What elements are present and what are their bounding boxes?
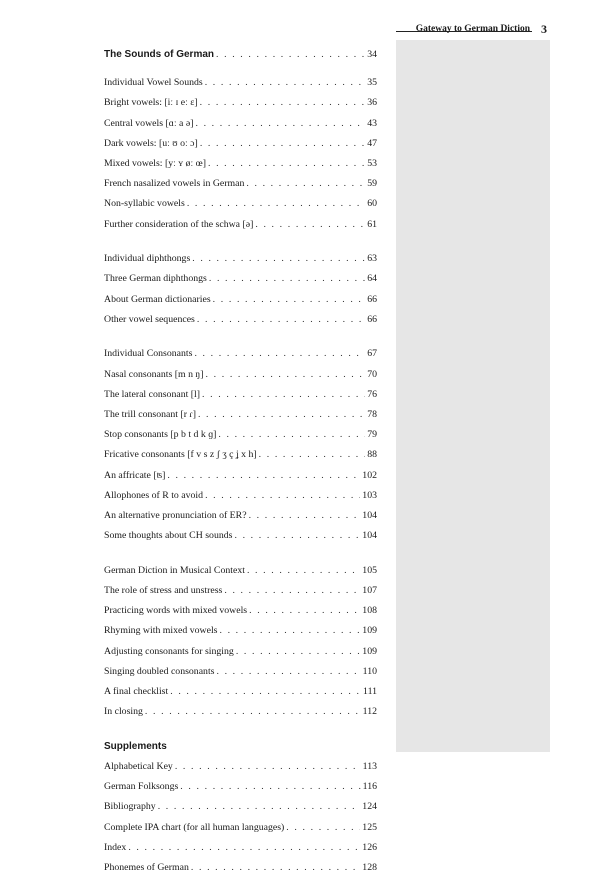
toc-spacer bbox=[0, 546, 396, 561]
toc-page-number: 104 bbox=[362, 530, 377, 542]
dot-leader bbox=[208, 154, 365, 174]
toc-entry[interactable] bbox=[104, 73, 377, 93]
toc-section-row[interactable] bbox=[0, 777, 396, 797]
toc-section-row[interactable] bbox=[0, 757, 396, 777]
dot-leader bbox=[197, 310, 365, 330]
toc-title: The Sounds of German bbox=[104, 49, 215, 60]
toc-entry[interactable] bbox=[104, 174, 377, 194]
toc-title: Practicing words with mixed vowels bbox=[104, 605, 248, 617]
toc-title: Fricative consonants [f v s z ʃ ʒ ç ʝ x h] bbox=[104, 449, 257, 461]
dot-leader bbox=[195, 114, 365, 134]
dot-leader bbox=[145, 702, 361, 722]
dot-leader bbox=[170, 682, 361, 702]
toc-page-number: 64 bbox=[367, 273, 377, 285]
dot-leader bbox=[209, 269, 365, 289]
toc-entry[interactable] bbox=[104, 858, 377, 878]
dot-leader bbox=[224, 581, 360, 601]
toc-spacer bbox=[0, 722, 396, 737]
dot-leader bbox=[200, 134, 365, 154]
toc-page-number: 79 bbox=[367, 429, 377, 441]
toc-page-number: 109 bbox=[362, 625, 377, 637]
toc-section-row[interactable] bbox=[0, 526, 396, 546]
toc-section-row[interactable] bbox=[0, 662, 396, 682]
toc-section-row[interactable] bbox=[0, 269, 396, 289]
toc-title: Non-syllabic vowels bbox=[104, 198, 185, 210]
toc-title: Individual diphthongs bbox=[104, 253, 191, 265]
dot-leader bbox=[259, 445, 366, 465]
dot-leader bbox=[249, 506, 361, 526]
toc-entry[interactable] bbox=[104, 662, 377, 682]
toc-section-row[interactable] bbox=[0, 858, 396, 878]
toc-section-row[interactable] bbox=[0, 838, 396, 858]
toc-section-row[interactable] bbox=[0, 93, 396, 113]
toc-title: German Diction in Musical Context bbox=[104, 564, 245, 576]
toc-spacer bbox=[0, 65, 396, 73]
toc-entry[interactable] bbox=[104, 757, 377, 777]
toc-title: The lateral consonant [l] bbox=[104, 388, 201, 400]
toc-entry[interactable] bbox=[104, 797, 377, 817]
dot-leader bbox=[200, 93, 366, 113]
toc-section-row[interactable] bbox=[0, 506, 396, 526]
toc-page-number: 126 bbox=[362, 841, 377, 853]
toc-page-number: 76 bbox=[367, 388, 377, 400]
toc-section-row[interactable] bbox=[0, 818, 396, 838]
dot-leader bbox=[198, 405, 365, 425]
table-of-contents bbox=[0, 45, 396, 878]
toc-title: The trill consonant [r ɾ] bbox=[104, 409, 196, 420]
toc-page-number: 105 bbox=[362, 564, 377, 576]
toc-title: Some thoughts about CH sounds bbox=[104, 530, 233, 542]
toc-section-row[interactable] bbox=[0, 466, 396, 486]
toc-entry[interactable] bbox=[104, 682, 377, 702]
toc-title: Adjusting consonants for singing bbox=[104, 645, 234, 657]
toc-entry[interactable] bbox=[104, 702, 377, 722]
toc-page-number: 60 bbox=[367, 198, 377, 210]
toc-section-row[interactable] bbox=[0, 682, 396, 702]
toc-page-number: 63 bbox=[367, 253, 377, 265]
toc-section-row[interactable] bbox=[0, 642, 396, 662]
toc-section-row[interactable] bbox=[0, 425, 396, 445]
toc-entry[interactable] bbox=[104, 385, 377, 405]
toc-title: The role of stress and unstress bbox=[104, 585, 223, 596]
toc-page-number: 59 bbox=[367, 178, 377, 190]
toc-entry[interactable] bbox=[104, 269, 377, 289]
toc-title: Supplements bbox=[104, 740, 167, 752]
toc-title: Bibliography bbox=[104, 801, 156, 813]
dot-leader bbox=[246, 174, 365, 194]
dot-leader bbox=[236, 642, 360, 662]
toc-title: An alternative pronunciation of ER? bbox=[104, 509, 247, 521]
toc-page-number: 53 bbox=[367, 157, 377, 169]
toc-page-number: 102 bbox=[362, 469, 377, 481]
dot-leader bbox=[194, 344, 365, 364]
toc-entry[interactable] bbox=[104, 365, 377, 385]
toc-section-row[interactable] bbox=[0, 601, 396, 621]
toc-title: Bright vowels: [iː ɪ eː ɛ] bbox=[104, 97, 198, 109]
dot-leader bbox=[216, 45, 365, 65]
toc-title: Central vowels [ɑː a ə] bbox=[104, 117, 194, 129]
toc-entry[interactable] bbox=[104, 642, 377, 662]
toc-title: Individual Vowel Sounds bbox=[104, 77, 203, 89]
toc-title: An affricate [ʦ] bbox=[104, 469, 166, 481]
toc-page-number: 47 bbox=[367, 137, 377, 149]
toc-title: Alphabetical Key bbox=[104, 761, 173, 772]
toc-entry[interactable] bbox=[104, 506, 377, 526]
toc-entry[interactable] bbox=[104, 621, 377, 641]
toc-chapter-row[interactable] bbox=[0, 561, 396, 581]
toc-page-number: 108 bbox=[362, 605, 377, 617]
toc-page-number: 116 bbox=[362, 781, 377, 793]
toc-entry[interactable] bbox=[104, 154, 377, 174]
toc-entry[interactable] bbox=[104, 344, 377, 364]
toc-entry[interactable] bbox=[104, 45, 377, 65]
toc-section-row[interactable] bbox=[0, 581, 396, 601]
dot-leader bbox=[187, 194, 365, 214]
toc-page-number: 109 bbox=[362, 645, 377, 657]
toc-entry[interactable] bbox=[104, 249, 377, 269]
dot-leader bbox=[192, 249, 365, 269]
toc-page-number: 88 bbox=[367, 449, 377, 461]
dot-leader bbox=[175, 757, 361, 777]
toc-title: A final checklist bbox=[104, 685, 169, 697]
toc-page-number: 34 bbox=[367, 49, 377, 60]
toc-page-number: 43 bbox=[367, 117, 377, 129]
page-number: 3 bbox=[541, 22, 547, 36]
toc-section-row[interactable] bbox=[0, 486, 396, 506]
toc-title: Mixed vowels: [yː ʏ øː œ] bbox=[104, 157, 206, 169]
toc-page-number: 128 bbox=[362, 861, 377, 873]
toc-section-row[interactable] bbox=[0, 174, 396, 194]
toc-entry[interactable] bbox=[104, 425, 377, 445]
toc-section-row[interactable] bbox=[0, 365, 396, 385]
toc-entry[interactable] bbox=[104, 526, 377, 546]
toc-title: Rhyming with mixed vowels bbox=[104, 625, 218, 637]
toc-page-number: 124 bbox=[362, 801, 377, 813]
toc-entry[interactable] bbox=[104, 215, 377, 235]
toc-section-row[interactable] bbox=[0, 385, 396, 405]
toc-title: German Folksongs bbox=[104, 781, 179, 793]
dot-leader bbox=[249, 601, 360, 621]
toc-page-number: 35 bbox=[367, 77, 377, 89]
toc-spacer bbox=[0, 235, 396, 250]
toc-entry[interactable] bbox=[104, 581, 377, 601]
toc-page-number: 113 bbox=[362, 761, 377, 772]
toc-page-number: 66 bbox=[367, 313, 377, 325]
toc-page-number: 104 bbox=[362, 509, 377, 521]
dot-leader bbox=[255, 215, 365, 235]
toc-page-number: 111 bbox=[363, 685, 377, 697]
toc-entry[interactable] bbox=[104, 445, 377, 465]
dot-leader bbox=[128, 838, 360, 858]
toc-section-row[interactable] bbox=[0, 621, 396, 641]
toc-chapter-row[interactable] bbox=[0, 249, 396, 269]
dot-leader bbox=[191, 858, 360, 878]
toc-title: Singing doubled consonants bbox=[104, 665, 215, 677]
dot-leader bbox=[213, 290, 366, 310]
toc-entry[interactable] bbox=[104, 134, 377, 154]
toc-page-number: 125 bbox=[362, 821, 377, 833]
toc-section-row[interactable] bbox=[0, 797, 396, 817]
dot-leader bbox=[202, 385, 365, 405]
toc-page-number: 112 bbox=[362, 706, 377, 718]
toc-page-number: 67 bbox=[367, 348, 377, 360]
dot-leader bbox=[206, 365, 366, 385]
toc-entry[interactable] bbox=[104, 93, 377, 113]
dot-leader bbox=[218, 425, 365, 445]
toc-title: Allophones of R to avoid bbox=[104, 489, 204, 501]
toc-entry[interactable] bbox=[104, 838, 377, 858]
toc-entry[interactable] bbox=[104, 777, 377, 797]
toc-section-row[interactable] bbox=[0, 114, 396, 134]
toc-title: Further consideration of the schwa [ə] bbox=[104, 218, 254, 230]
dot-leader bbox=[219, 621, 360, 641]
toc-title: Complete IPA chart (for all human languages) bbox=[104, 821, 285, 833]
dot-leader bbox=[180, 777, 360, 797]
toc-title: Stop consonants [p b t d k ɡ] bbox=[104, 429, 217, 441]
running-header-title: Gateway to German Diction bbox=[415, 24, 530, 34]
toc-page-number: 66 bbox=[367, 293, 377, 305]
dot-leader bbox=[286, 818, 360, 838]
toc-chapter-row[interactable] bbox=[0, 344, 396, 364]
toc-section-row[interactable] bbox=[0, 194, 396, 214]
toc-page-number: 110 bbox=[362, 665, 377, 677]
toc-page-number: 36 bbox=[367, 97, 377, 109]
toc-entry[interactable] bbox=[104, 310, 377, 330]
toc-part-row[interactable] bbox=[0, 45, 396, 65]
toc-entry[interactable] bbox=[104, 486, 377, 506]
toc-section-row[interactable] bbox=[0, 215, 396, 235]
toc-entry[interactable] bbox=[104, 466, 377, 486]
toc-entry[interactable] bbox=[104, 405, 377, 425]
toc-section-row[interactable] bbox=[0, 702, 396, 722]
toc-page-number: 78 bbox=[367, 409, 377, 420]
toc-title: Other vowel sequences bbox=[104, 313, 195, 325]
sidebar-panel bbox=[396, 40, 550, 752]
dot-leader bbox=[205, 486, 360, 506]
dot-leader bbox=[216, 662, 360, 682]
toc-page-number: 107 bbox=[362, 585, 377, 596]
toc-entry[interactable] bbox=[104, 194, 377, 214]
toc-page-number: 70 bbox=[367, 368, 377, 380]
toc-title: Index bbox=[104, 841, 127, 853]
dot-leader bbox=[234, 526, 360, 546]
dot-leader bbox=[158, 797, 361, 817]
toc-part-row[interactable] bbox=[0, 737, 396, 757]
toc-entry[interactable] bbox=[104, 737, 377, 757]
toc-page-number: 103 bbox=[362, 489, 377, 501]
toc-title: Phonemes of German bbox=[104, 861, 189, 873]
toc-page-number: 61 bbox=[367, 218, 377, 230]
toc-spacer bbox=[0, 330, 396, 345]
toc-title: About German dictionaries bbox=[104, 293, 211, 305]
toc-section-row[interactable] bbox=[0, 405, 396, 425]
dot-leader bbox=[205, 73, 366, 93]
toc-chapter-row[interactable] bbox=[0, 73, 396, 93]
toc-title: Nasal consonants [m n ŋ] bbox=[104, 368, 204, 380]
toc-entry[interactable] bbox=[104, 290, 377, 310]
toc-section-row[interactable] bbox=[0, 445, 396, 465]
toc-title: Dark vowels: [uː ʊ oː ɔ] bbox=[104, 137, 198, 149]
toc-title: In closing bbox=[104, 706, 143, 718]
dot-leader bbox=[247, 561, 360, 581]
toc-section-row[interactable] bbox=[0, 134, 396, 154]
toc-title: Individual Consonants bbox=[104, 348, 193, 360]
toc-section-row[interactable] bbox=[0, 290, 396, 310]
toc-entry[interactable] bbox=[104, 114, 377, 134]
toc-title: French nasalized vowels in German bbox=[104, 178, 245, 190]
dot-leader bbox=[167, 466, 360, 486]
toc-section-row[interactable] bbox=[0, 154, 396, 174]
toc-entry[interactable] bbox=[104, 561, 377, 581]
toc-title: Three German diphthongs bbox=[104, 273, 207, 285]
toc-entry[interactable] bbox=[104, 601, 377, 621]
toc-section-row[interactable] bbox=[0, 310, 396, 330]
toc-entry[interactable] bbox=[104, 818, 377, 838]
